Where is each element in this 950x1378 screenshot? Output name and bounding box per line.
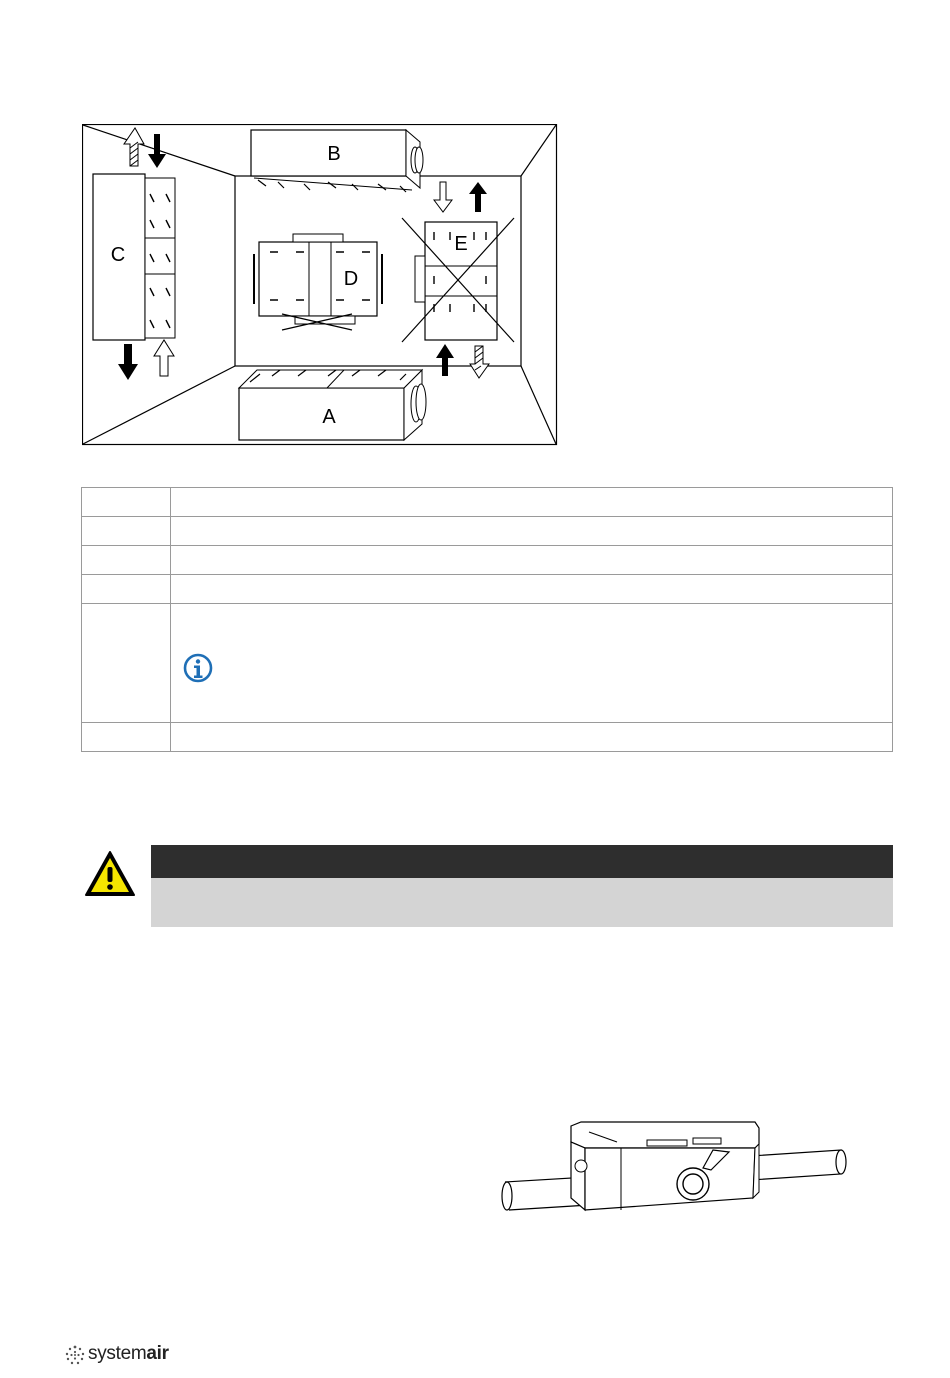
unit-a [239, 370, 426, 440]
systemair-logo [64, 1342, 184, 1366]
label-a: A [322, 406, 336, 428]
label-c: C [110, 244, 126, 266]
warning-triangle-icon [84, 850, 136, 898]
label-e: E [454, 233, 468, 255]
systemair-logo-icon [64, 1344, 86, 1366]
installation-table [81, 487, 893, 752]
installation-positions-figure [82, 124, 558, 446]
warning-body [151, 878, 893, 927]
brand-name: systemair [88, 1343, 169, 1364]
unit-d [254, 234, 382, 330]
table-row [82, 517, 893, 546]
table-row [82, 723, 893, 752]
label-d: D [343, 268, 359, 290]
table-row [82, 546, 893, 575]
table-row [82, 575, 893, 604]
info-icon [183, 653, 213, 683]
rail-mounting-illustration [497, 1118, 849, 1214]
label-b: B [327, 143, 341, 165]
table-row [82, 488, 893, 517]
warning-header [151, 845, 893, 878]
